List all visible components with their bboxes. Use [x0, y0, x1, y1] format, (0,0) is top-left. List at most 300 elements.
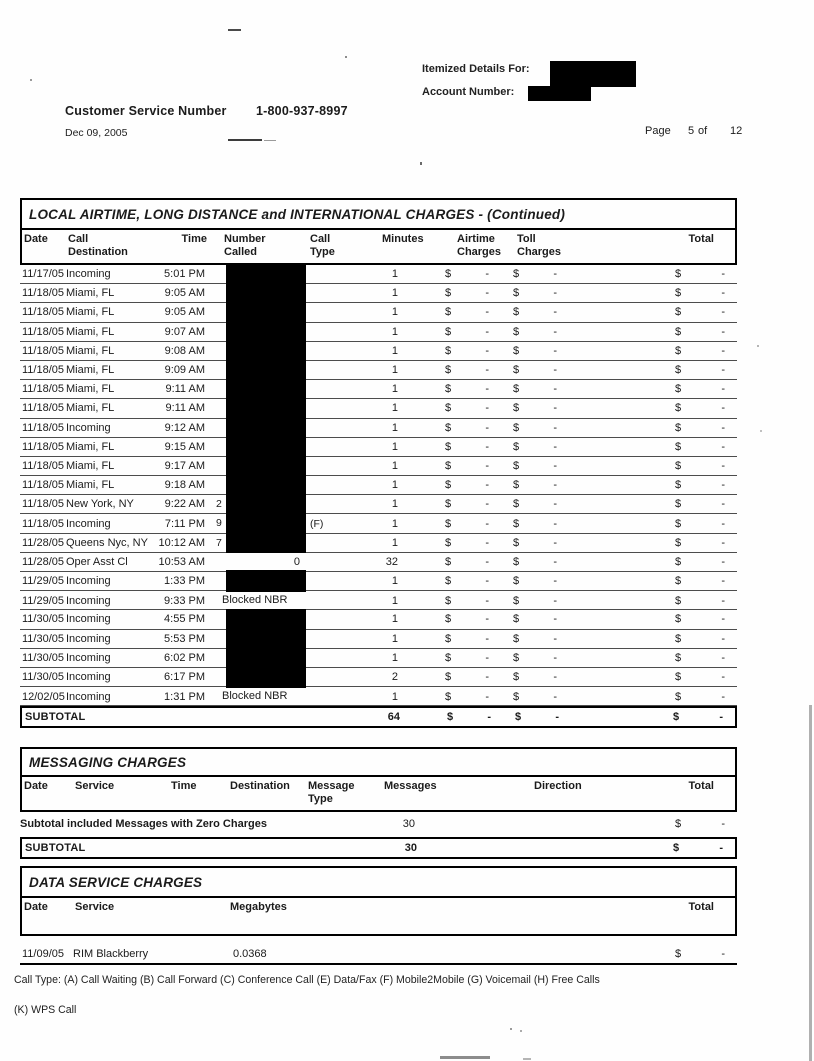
header-line1: Date	[24, 901, 48, 913]
amount: -	[719, 842, 723, 854]
redaction-box-number	[226, 455, 306, 476]
number-peek-digit: 9	[216, 517, 222, 530]
cell-time: 1:33 PM	[164, 575, 205, 588]
cell-toll-charges	[501, 402, 579, 414]
cell-minutes: 2	[391, 671, 398, 684]
amount: -	[721, 517, 725, 530]
cell-call-destination: Miami, FL	[66, 459, 115, 472]
currency-symbol: $	[445, 344, 452, 357]
cell-toll-charges	[501, 613, 579, 625]
cell-total	[579, 422, 737, 434]
cell-toll-charges	[501, 691, 579, 703]
cell-minutes: 1	[391, 287, 398, 300]
cell-total	[579, 287, 737, 299]
cell-toll-charges	[501, 575, 579, 587]
currency-symbol: $	[675, 594, 682, 607]
money-value	[513, 326, 557, 338]
cell-total	[579, 326, 737, 338]
money-value	[675, 818, 725, 830]
amount: -	[485, 440, 489, 453]
money-value	[675, 441, 725, 453]
cell-date: 11/18/05	[22, 440, 65, 453]
table-row	[20, 591, 737, 610]
cell-number-called	[206, 687, 308, 706]
amount: -	[485, 306, 489, 319]
cell-minutes: 1	[391, 421, 398, 434]
currency-symbol: $	[513, 421, 520, 434]
cell-total	[579, 268, 737, 280]
header-line1: Time	[171, 780, 197, 792]
subtotal-airtime	[427, 711, 503, 723]
currency-symbol: $	[513, 498, 520, 511]
column-header-airtime	[427, 233, 503, 259]
cell-time: 9:17 AM	[164, 459, 205, 472]
header-line2: Called	[224, 246, 258, 258]
cell-number-called	[206, 361, 308, 379]
money-value	[513, 441, 557, 453]
cell-minutes: 1	[391, 344, 398, 357]
header-line1: Date	[24, 233, 48, 245]
cell-number-called	[206, 534, 308, 552]
call-subtotal-row	[20, 706, 737, 728]
amount: -	[553, 575, 557, 588]
cell-toll-charges	[501, 518, 579, 530]
money-value	[673, 842, 723, 854]
money-value	[675, 498, 725, 510]
cell-date: 11/30/05	[22, 651, 65, 664]
cell-minutes: 1	[391, 440, 398, 453]
currency-symbol: $	[675, 287, 682, 300]
cell-date: 11/29/05	[22, 575, 65, 588]
table-row	[20, 303, 737, 322]
amount: -	[553, 498, 557, 511]
header-line1: Message	[308, 780, 355, 792]
number-called-text: Blocked NBR	[222, 594, 288, 607]
redaction-box-number	[226, 359, 306, 380]
amount: -	[485, 325, 489, 338]
column-header-minutes	[360, 233, 427, 259]
money-value	[675, 691, 725, 703]
currency-symbol: $	[445, 287, 452, 300]
money-value	[675, 537, 725, 549]
money-value	[513, 652, 557, 664]
amount: -	[487, 711, 491, 724]
money-value	[675, 633, 725, 645]
currency-symbol: $	[513, 536, 520, 549]
cell-megabytes: 0.0368	[233, 948, 267, 960]
cell-call-destination: Incoming	[66, 613, 111, 626]
cell-date: 11/18/05	[22, 287, 65, 300]
cell-airtime-charges	[425, 498, 501, 510]
amount: -	[485, 287, 489, 300]
cell-minutes: 1	[391, 325, 398, 338]
money-value	[675, 948, 725, 960]
currency-symbol: $	[445, 690, 452, 703]
currency-symbol: $	[675, 325, 682, 338]
cell-call-destination: Miami, FL	[66, 402, 115, 415]
cell-airtime-charges	[425, 691, 501, 703]
amount: -	[553, 421, 557, 434]
cell-airtime-charges	[425, 613, 501, 625]
table-row	[20, 514, 737, 533]
cell-minutes: 1	[391, 364, 398, 377]
currency-symbol: $	[513, 459, 520, 472]
amount: -	[485, 421, 489, 434]
currency-symbol: $	[445, 575, 452, 588]
money-value	[513, 479, 557, 491]
currency-symbol: $	[445, 421, 452, 434]
call-table-header-row	[22, 230, 735, 263]
scan-underline-mark-faint	[264, 140, 276, 141]
currency-symbol: $	[445, 325, 452, 338]
call-type-legend-line2: (K) WPS Call	[14, 1004, 77, 1016]
money-value	[675, 671, 725, 683]
amount: -	[553, 671, 557, 684]
zero-charges-messages: 30	[402, 818, 415, 830]
cell-toll-charges	[501, 633, 579, 645]
cell-toll-charges	[501, 652, 579, 664]
cell-number-called	[206, 514, 308, 532]
column-header-direction	[446, 780, 619, 806]
cell-total	[579, 345, 737, 357]
cell-total	[597, 948, 737, 960]
amount: -	[721, 402, 725, 415]
redaction-box-number	[226, 379, 306, 400]
header-line1: Minutes	[382, 233, 424, 245]
subtotal-minutes: 64	[387, 711, 400, 724]
cell-toll-charges	[501, 268, 579, 280]
money-value	[675, 556, 725, 568]
cell-total	[579, 652, 737, 664]
currency-symbol: $	[445, 459, 452, 472]
amount: -	[485, 402, 489, 415]
currency-symbol: $	[675, 536, 682, 549]
itemized-details-label: Itemized Details For:	[422, 63, 530, 75]
currency-symbol: $	[675, 402, 682, 415]
amount: -	[553, 459, 557, 472]
amount: -	[721, 306, 725, 319]
amount: -	[553, 594, 557, 607]
money-value	[445, 613, 489, 625]
cell-airtime-charges	[425, 345, 501, 357]
column-header-date	[22, 780, 68, 806]
header-line1: Number	[224, 233, 266, 245]
money-value	[513, 383, 557, 395]
currency-symbol: $	[445, 613, 452, 626]
cell-total	[579, 306, 737, 318]
redaction-box-number	[226, 532, 306, 553]
amount: -	[721, 594, 725, 607]
cell-date: 11/18/05	[22, 383, 65, 396]
column-header-service	[68, 901, 228, 914]
amount: -	[721, 421, 725, 434]
cell-time: 9:08 AM	[164, 344, 205, 357]
money-value	[445, 479, 489, 491]
amount: -	[485, 344, 489, 357]
data-table-header-row	[22, 898, 735, 934]
money-value	[445, 287, 489, 299]
money-value	[445, 518, 489, 530]
redaction-box-number	[226, 263, 306, 284]
cell-minutes: 1	[391, 575, 398, 588]
amount: -	[721, 479, 725, 492]
cell-date: 11/18/05	[22, 402, 65, 415]
currency-symbol: $	[675, 459, 682, 472]
cell-total	[579, 518, 737, 530]
amount: -	[553, 690, 557, 703]
cell-call-destination: Incoming	[66, 632, 111, 645]
cell-call-destination: Incoming	[66, 517, 111, 530]
table-row	[20, 419, 737, 438]
scan-artifact-dot	[757, 345, 759, 347]
cell-toll-charges	[501, 345, 579, 357]
amount: -	[721, 325, 725, 338]
messaging-table-header-row	[22, 777, 735, 810]
cell-airtime-charges	[425, 383, 501, 395]
messaging-subtotal-messages: 30	[404, 842, 417, 854]
currency-symbol: $	[445, 671, 452, 684]
currency-symbol: $	[513, 651, 520, 664]
column-header-date	[22, 901, 68, 914]
amount: -	[553, 536, 557, 549]
cell-minutes: 1	[391, 632, 398, 645]
table-row	[20, 534, 737, 553]
money-value	[513, 556, 557, 568]
scan-artifact-bottom-bar	[440, 1056, 490, 1059]
amount: -	[721, 364, 725, 377]
cell-date: 11/18/05	[22, 459, 65, 472]
currency-symbol: $	[675, 613, 682, 626]
subtotal-label: SUBTOTAL	[25, 711, 86, 724]
currency-symbol: $	[513, 268, 520, 281]
cell-time: 9:05 AM	[164, 306, 205, 319]
scan-artifact-dot	[345, 56, 347, 58]
amount: -	[553, 325, 557, 338]
redaction-box-number	[226, 666, 306, 687]
page-of-label: of	[698, 125, 708, 137]
money-value	[513, 595, 557, 607]
cell-toll-charges	[501, 479, 579, 491]
messaging-subtotal-total	[619, 842, 735, 854]
header-line1: Toll	[517, 233, 536, 245]
money-value	[675, 268, 725, 280]
scan-artifact-right-edge	[809, 705, 812, 1061]
call-table-rows	[20, 265, 737, 706]
number-called-text: Blocked NBR	[222, 690, 288, 703]
cell-date: 12/02/05	[22, 690, 65, 703]
cell-airtime-charges	[425, 460, 501, 472]
amount: -	[719, 711, 723, 724]
cell-call-destination: Miami, FL	[66, 364, 115, 377]
currency-symbol: $	[445, 306, 452, 319]
amount: -	[485, 517, 489, 530]
cell-time: 9:09 AM	[164, 364, 205, 377]
table-row	[20, 361, 737, 380]
cell-total	[579, 691, 737, 703]
redaction-box-number	[226, 436, 306, 457]
cell-total	[579, 595, 737, 607]
cell-call-destination: Miami, FL	[66, 325, 115, 338]
money-value	[675, 652, 725, 664]
currency-symbol: $	[675, 690, 682, 703]
cell-toll-charges	[501, 556, 579, 568]
cell-total	[579, 575, 737, 587]
cell-number-called	[206, 323, 308, 341]
amount: -	[721, 268, 725, 281]
cell-time: 6:02 PM	[164, 651, 205, 664]
cell-date: 11/18/05	[22, 517, 65, 530]
currency-symbol: $	[447, 711, 454, 724]
cell-toll-charges	[501, 306, 579, 318]
redaction-box-number	[226, 321, 306, 342]
cell-time: 9:07 AM	[164, 325, 205, 338]
cell-date: 11/18/05	[22, 421, 65, 434]
cell-time: 9:05 AM	[164, 287, 205, 300]
money-value	[445, 326, 489, 338]
cell-number-called	[206, 476, 308, 494]
cell-minutes: 1	[391, 613, 398, 626]
table-row	[20, 457, 737, 476]
cell-minutes: 1	[391, 690, 398, 703]
cell-minutes: 1	[391, 268, 398, 281]
cell-airtime-charges	[425, 575, 501, 587]
currency-symbol: $	[675, 575, 682, 588]
cell-time: 9:11 AM	[165, 383, 205, 396]
cell-airtime-charges	[425, 364, 501, 376]
amount: -	[553, 364, 557, 377]
account-number-label: Account Number:	[422, 86, 515, 98]
redaction-box-number	[226, 417, 306, 438]
cell-minutes: 1	[391, 383, 398, 396]
money-value	[445, 422, 489, 434]
column-header-service	[68, 780, 168, 806]
currency-symbol: $	[675, 818, 682, 830]
money-value	[513, 498, 557, 510]
money-value	[445, 345, 489, 357]
amount: -	[721, 440, 725, 453]
table-row	[20, 438, 737, 457]
currency-symbol: $	[675, 268, 682, 281]
amount: -	[721, 287, 725, 300]
amount: -	[485, 651, 489, 664]
currency-symbol: $	[515, 711, 522, 724]
money-value	[445, 441, 489, 453]
cell-airtime-charges	[425, 441, 501, 453]
cell-total	[579, 671, 737, 683]
cell-minutes: 1	[391, 479, 398, 492]
money-value	[445, 556, 489, 568]
money-value	[513, 364, 557, 376]
money-value	[445, 460, 489, 472]
cell-number-called	[206, 649, 308, 667]
cell-total	[579, 460, 737, 472]
amount: -	[553, 479, 557, 492]
amount: -	[721, 632, 725, 645]
cell-total	[579, 537, 737, 549]
cell-date: 11/28/05	[22, 556, 65, 569]
statement-date: Dec 09, 2005	[65, 127, 128, 139]
amount: -	[485, 632, 489, 645]
cell-minutes: 1	[391, 536, 398, 549]
currency-symbol: $	[513, 690, 520, 703]
table-row	[20, 553, 737, 572]
money-value	[513, 460, 557, 472]
amount: -	[721, 818, 725, 830]
cell-date: 11/18/05	[22, 364, 65, 377]
amount: -	[553, 517, 557, 530]
money-value	[513, 345, 557, 357]
money-value	[513, 422, 557, 434]
amount: -	[721, 651, 725, 664]
amount: -	[721, 948, 725, 960]
money-value	[513, 402, 557, 414]
column-header-time	[168, 780, 224, 806]
data-table-rows	[20, 945, 737, 965]
amount: -	[553, 632, 557, 645]
amount: -	[485, 671, 489, 684]
cell-airtime-charges	[425, 422, 501, 434]
cell-call-destination: Oper Asst Cl	[66, 556, 128, 569]
cell-time: 9:11 AM	[165, 402, 205, 415]
amount: -	[485, 498, 489, 511]
cell-total	[579, 441, 737, 453]
currency-symbol: $	[513, 575, 520, 588]
cell-toll-charges	[501, 326, 579, 338]
currency-symbol: $	[445, 402, 452, 415]
amount: -	[553, 651, 557, 664]
currency-symbol: $	[445, 651, 452, 664]
cell-number-called	[206, 380, 308, 398]
currency-symbol: $	[445, 556, 452, 569]
cell-date: 11/29/05	[22, 594, 65, 607]
cell-airtime-charges	[425, 537, 501, 549]
amount: -	[721, 690, 725, 703]
cell-date: 11/30/05	[22, 613, 65, 626]
amount: -	[721, 671, 725, 684]
amount: -	[485, 690, 489, 703]
cell-time: 4:55 PM	[164, 613, 205, 626]
cell-airtime-charges	[425, 671, 501, 683]
cell-date: 11/18/05	[22, 498, 65, 511]
messaging-table-title: MESSAGING CHARGES	[22, 749, 735, 777]
cell-time: 9:12 AM	[164, 421, 205, 434]
redaction-box-number	[226, 398, 306, 419]
cell-call-destination: Queens Nyc, NY	[66, 536, 148, 549]
scan-artifact-dot	[30, 79, 32, 81]
cell-call-destination: Miami, FL	[66, 287, 115, 300]
redaction-box-number	[226, 474, 306, 495]
amount: -	[553, 440, 557, 453]
redaction-box-number	[226, 302, 306, 323]
cell-call-type: (F)	[310, 517, 324, 530]
currency-symbol: $	[513, 325, 520, 338]
currency-symbol: $	[513, 613, 520, 626]
cell-total	[579, 633, 737, 645]
cell-number-called	[206, 553, 308, 572]
table-row	[20, 668, 737, 687]
header-line1: Total	[688, 233, 714, 245]
table-row	[20, 649, 737, 668]
currency-symbol: $	[513, 287, 520, 300]
amount: -	[485, 383, 489, 396]
table-row	[20, 610, 737, 629]
column-header-total	[581, 233, 735, 259]
cell-call-destination: Incoming	[66, 651, 111, 664]
messaging-subtotal-row	[20, 837, 737, 859]
amount: -	[721, 459, 725, 472]
messaging-zero-charges-row	[20, 814, 737, 834]
money-value	[675, 613, 725, 625]
